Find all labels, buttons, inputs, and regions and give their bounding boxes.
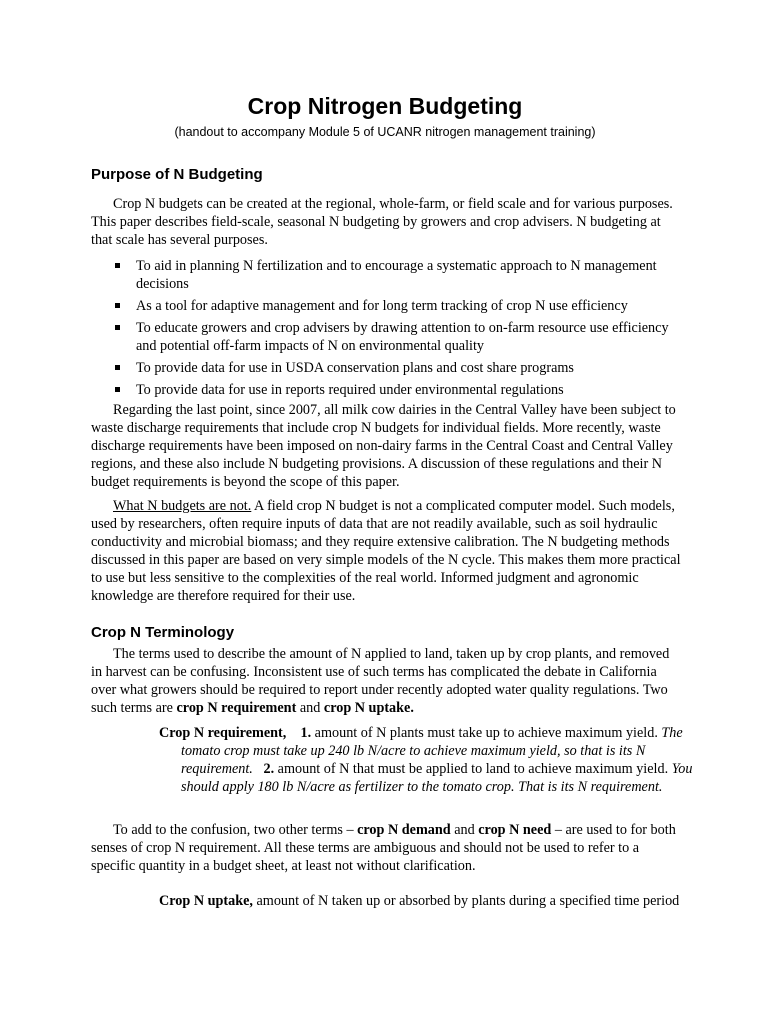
term-crop-n-demand: crop N demand	[357, 822, 451, 838]
paragraph-regarding: Regarding the last point, since 2007, all milk cow dairies in the Central Valley have been subject to waste discharge requirements that include crop N budgets for individual fields. More recently, waste discharge requirements have been imposed on non-dairy farms in the Central Coast and Central Valley regions, and these also include N budgeting provisions. A discussion of these regulations and their N budget requirements is beyond the scope of this paper.	[91, 402, 676, 490]
section-heading-purpose: Purpose of N Budgeting	[91, 166, 263, 183]
confusion-text-end: – are used to for both senses of crop N requirement. All these terms are ambiguous and should not be used to refer to a specific quantity in a budget sheet, at least not without clarification.	[91, 822, 676, 874]
bullet-square-icon	[115, 387, 120, 392]
paragraph-confusion	[91, 821, 681, 875]
list-item-text: To aid in planning N fertilization and to encourage a systematic approach to N management decisions	[136, 258, 657, 292]
sense-2-example: You should apply 180 lb N/acre as fertilizer to the tomato crop. That is its N requirement.	[181, 761, 693, 795]
list-item-text: To provide data for use in USDA conservation plans and cost share programs	[136, 360, 574, 376]
document-title: Crop Nitrogen Budgeting	[247, 93, 523, 119]
sense-1-example: The tomato crop must take up 240 lb N/acre to achieve maximum yield, so that is its N requirement.	[181, 725, 683, 777]
definition-crop-n-requirement	[159, 724, 701, 796]
not-models-body: A field crop N budget is not a complicated computer model. Such models, used by researchers, often require inputs of data that are not readily available, such as soil hydraulic conductivity and microbial biomass; and they require extensive calibration. The N budgeting methods discussed in this paper are based on very simple models of the N cycle. This makes them more practical to use but less sensitive to the complexities of the real world. Informed judgment and agronomic knowledge are therefore required for their use.	[91, 498, 681, 604]
purpose-bullet-list	[113, 257, 673, 403]
list-item-text: To educate growers and crop advisers by drawing attention to on-farm resource use efficiency and potential off-farm impacts of N on environmental quality	[136, 320, 669, 354]
sense-1-text: amount of N plants must take up to achieve maximum yield.	[311, 725, 662, 741]
definition-term: Crop N uptake,	[159, 893, 253, 909]
bullet-square-icon	[115, 325, 120, 330]
list-item-text: As a tool for adaptive management and for long term tracking of crop N use efficiency	[136, 298, 628, 314]
paragraph-intro: Crop N budgets can be created at the regional, whole-farm, or field scale and for various purposes. This paper describes field-scale, seasonal N budgeting by growers and crop advisers. N budgeting at that scale has several purposes.	[91, 196, 673, 248]
sense-number-2: 2.	[263, 761, 275, 777]
sense-number-1: 1.	[300, 725, 312, 741]
definition-text: amount of N taken up or absorbed by plants during a specified time period	[252, 893, 680, 909]
bullet-square-icon	[115, 263, 120, 268]
term-crop-n-need: crop N need	[478, 822, 552, 838]
term-crop-n-uptake: crop N uptake.	[323, 700, 414, 716]
paragraph-not-models	[91, 497, 681, 605]
list-item	[113, 257, 673, 293]
confusion-and: and	[450, 822, 479, 838]
list-item	[113, 359, 673, 377]
list-item	[113, 319, 673, 355]
confusion-text: To add to the confusion, two other terms –	[113, 822, 358, 838]
list-item	[113, 381, 673, 399]
paragraph-terminology-intro	[91, 645, 681, 717]
bullet-square-icon	[115, 365, 120, 370]
bullet-square-icon	[115, 303, 120, 308]
list-item-text: To provide data for use in reports required under environmental regulations	[136, 382, 564, 398]
not-models-lead: What N budgets are not.	[113, 498, 252, 514]
document-subtitle: (handout to accompany Module 5 of UCANR nitrogen management training)	[174, 125, 596, 139]
section-heading-terminology: Crop N Terminology	[91, 624, 235, 641]
list-item	[113, 297, 673, 315]
intro-text: The terms used to describe the amount of N applied to land, taken up by crop plants, and removed in harvest can be confusing. Inconsistent use of such terms has complicated the debate in California over what growers should be required to report under recently adopted water quality regulations. Two such terms are	[91, 646, 670, 716]
term-crop-n-requirement: crop N requirement	[176, 700, 297, 716]
sense-2-text: amount of N that must be applied to land to achieve maximum yield.	[274, 761, 672, 777]
definition-crop-n-uptake	[159, 892, 701, 910]
intro-and: and	[296, 700, 324, 716]
definition-term: Crop N requirement,	[159, 725, 287, 741]
